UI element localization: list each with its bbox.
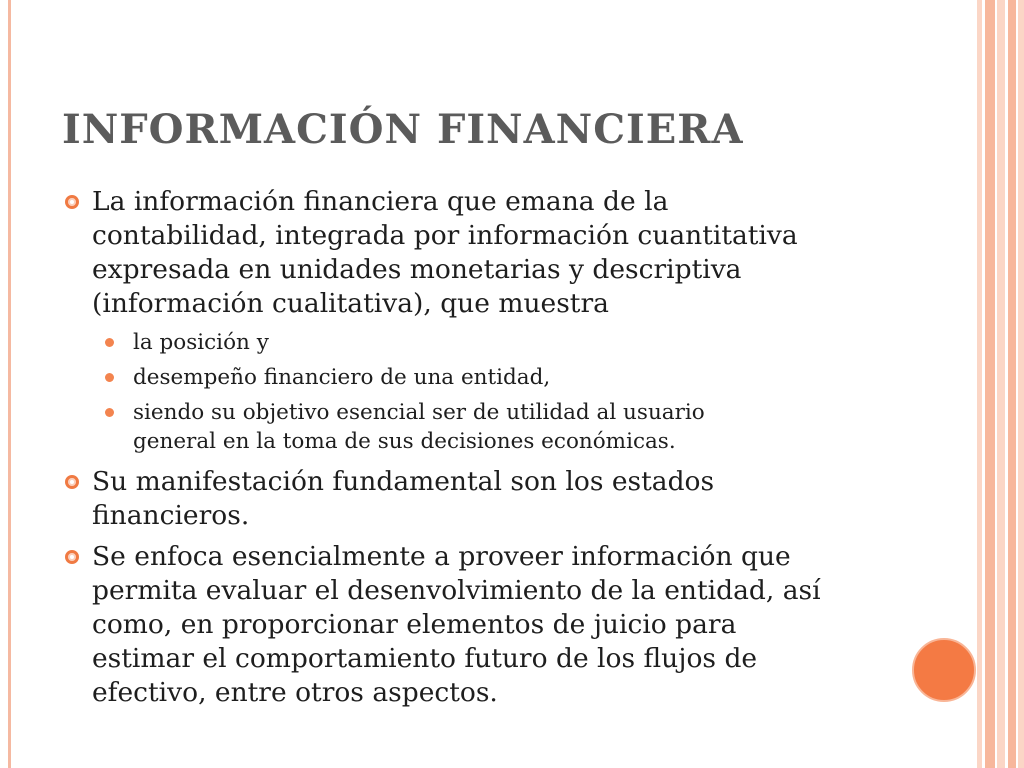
bullet-text-line: (información cualitativa), que muestra — [92, 288, 609, 319]
sub-bullet-item — [133, 363, 912, 392]
bullet-text-line: contabilidad, integrada por información cuantitativa — [92, 220, 798, 251]
bullet-text-line: Su manifestación fundamental son los estados — [92, 466, 715, 497]
bullet-text-line: permita evaluar el desenvolvimiento de la entidad, así — [92, 575, 821, 606]
sub-bullet-item — [133, 328, 912, 357]
right-stripe-decoration — [997, 0, 1005, 768]
bullet-text-line: Se enfoca esencialmente a proveer información que — [92, 541, 791, 572]
bullet-text-line: estimar el comportamiento futuro de los flujos de — [92, 643, 758, 674]
bullet-text-line: como, en proporcionar elementos de juicio para — [92, 609, 737, 640]
sub-bullet-list — [133, 328, 912, 456]
right-stripe-decoration — [1018, 0, 1024, 768]
bullet-dot-icon — [105, 338, 114, 347]
sub-bullet-item — [133, 398, 912, 456]
right-stripe-decoration — [1008, 0, 1016, 768]
bullet-circle-icon — [65, 195, 79, 209]
sub-bullet-text-line: desempeño financiero de una entidad, — [133, 365, 551, 390]
left-border-line — [8, 0, 11, 768]
bullet-item — [92, 540, 912, 710]
bullet-text-line: efectivo, entre otros aspectos. — [92, 677, 498, 708]
slide-body — [92, 185, 912, 710]
right-stripe-decoration — [977, 0, 982, 768]
slide-title: INFORMACIÓN FINANCIERA — [62, 106, 744, 153]
right-stripe-decoration — [985, 0, 995, 768]
bullet-circle-icon — [65, 550, 79, 564]
bullet-circle-icon — [65, 475, 79, 489]
bullet-dot-icon — [105, 373, 114, 382]
orange-circle-decoration — [912, 638, 976, 702]
bullet-text-line: La información financiera que emana de la — [92, 186, 669, 217]
bullet-text-line: expresada en unidades monetarias y descriptiva — [92, 254, 742, 285]
sub-bullet-text-line: la posición y — [133, 330, 269, 355]
sub-bullet-text-line: general en la toma de sus decisiones económicas. — [133, 429, 676, 454]
sub-bullet-text-line: siendo su objetivo esencial ser de utilidad al usuario — [133, 400, 705, 425]
bullet-item — [92, 185, 912, 456]
bullet-dot-icon — [105, 408, 114, 417]
bullet-item — [92, 465, 912, 533]
bullet-text-line: financieros. — [92, 500, 250, 531]
